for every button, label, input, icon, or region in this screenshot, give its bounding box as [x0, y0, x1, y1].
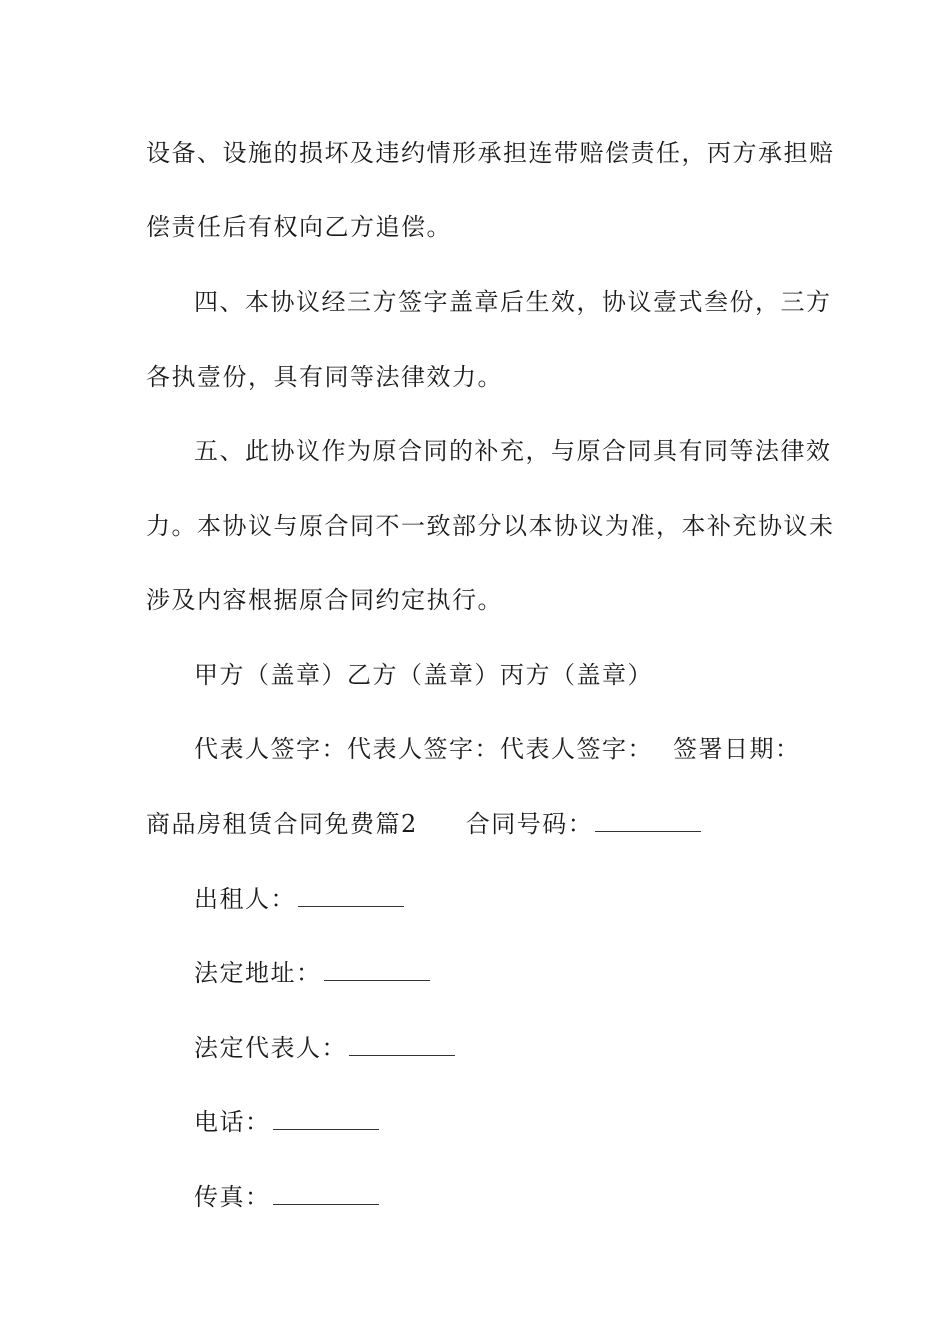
paragraph-line: 力。本协议与原合同不一致部分以本协议为准，本补充协议未 [146, 512, 835, 540]
signature-row [194, 733, 801, 765]
date-label: 签署日期： [673, 735, 801, 763]
paragraph-line: 各执壹份，具有同等法律效力。 [146, 363, 503, 391]
field-phone [194, 1106, 379, 1138]
field-legal-rep [194, 1032, 455, 1064]
field-blank [324, 979, 430, 981]
field-fax [194, 1181, 379, 1213]
field-blank [273, 1128, 379, 1130]
field-label: 法定地址： [194, 959, 322, 987]
field-blank [298, 905, 404, 907]
contract-number-blank [595, 830, 701, 832]
field-lessor [194, 883, 404, 915]
field-label: 传真： [194, 1183, 271, 1211]
paragraph-line: 偿责任后有权向乙方追偿。 [146, 213, 452, 241]
paragraph-line: 设备、设施的损坏及违约情形承担连带赔偿责任，丙方承担赔 [146, 139, 835, 167]
field-blank [273, 1203, 379, 1205]
signature-parties: 甲方（盖章）乙方（盖章）丙方（盖章） [194, 661, 653, 689]
paragraph-line: 涉及内容根据原合同约定执行。 [146, 586, 503, 614]
representatives-label: 代表人签字：代表人签字：代表人签字： [194, 735, 653, 763]
field-address [194, 957, 430, 989]
paragraph-line: 四、本协议经三方签字盖章后生效，协议壹式叁份，三方 [194, 288, 832, 316]
contract-number-label: 合同号码： [465, 810, 594, 838]
paragraph-line: 五、此协议作为原合同的补充，与原合同具有同等法律效 [194, 437, 832, 465]
field-label: 电话： [194, 1108, 271, 1136]
field-label: 出租人： [194, 885, 296, 913]
field-label: 法定代表人： [194, 1034, 347, 1062]
contract-title: 商品房租赁合同免费篇2 [146, 810, 418, 838]
field-blank [349, 1054, 455, 1056]
contract2-header [146, 808, 701, 840]
